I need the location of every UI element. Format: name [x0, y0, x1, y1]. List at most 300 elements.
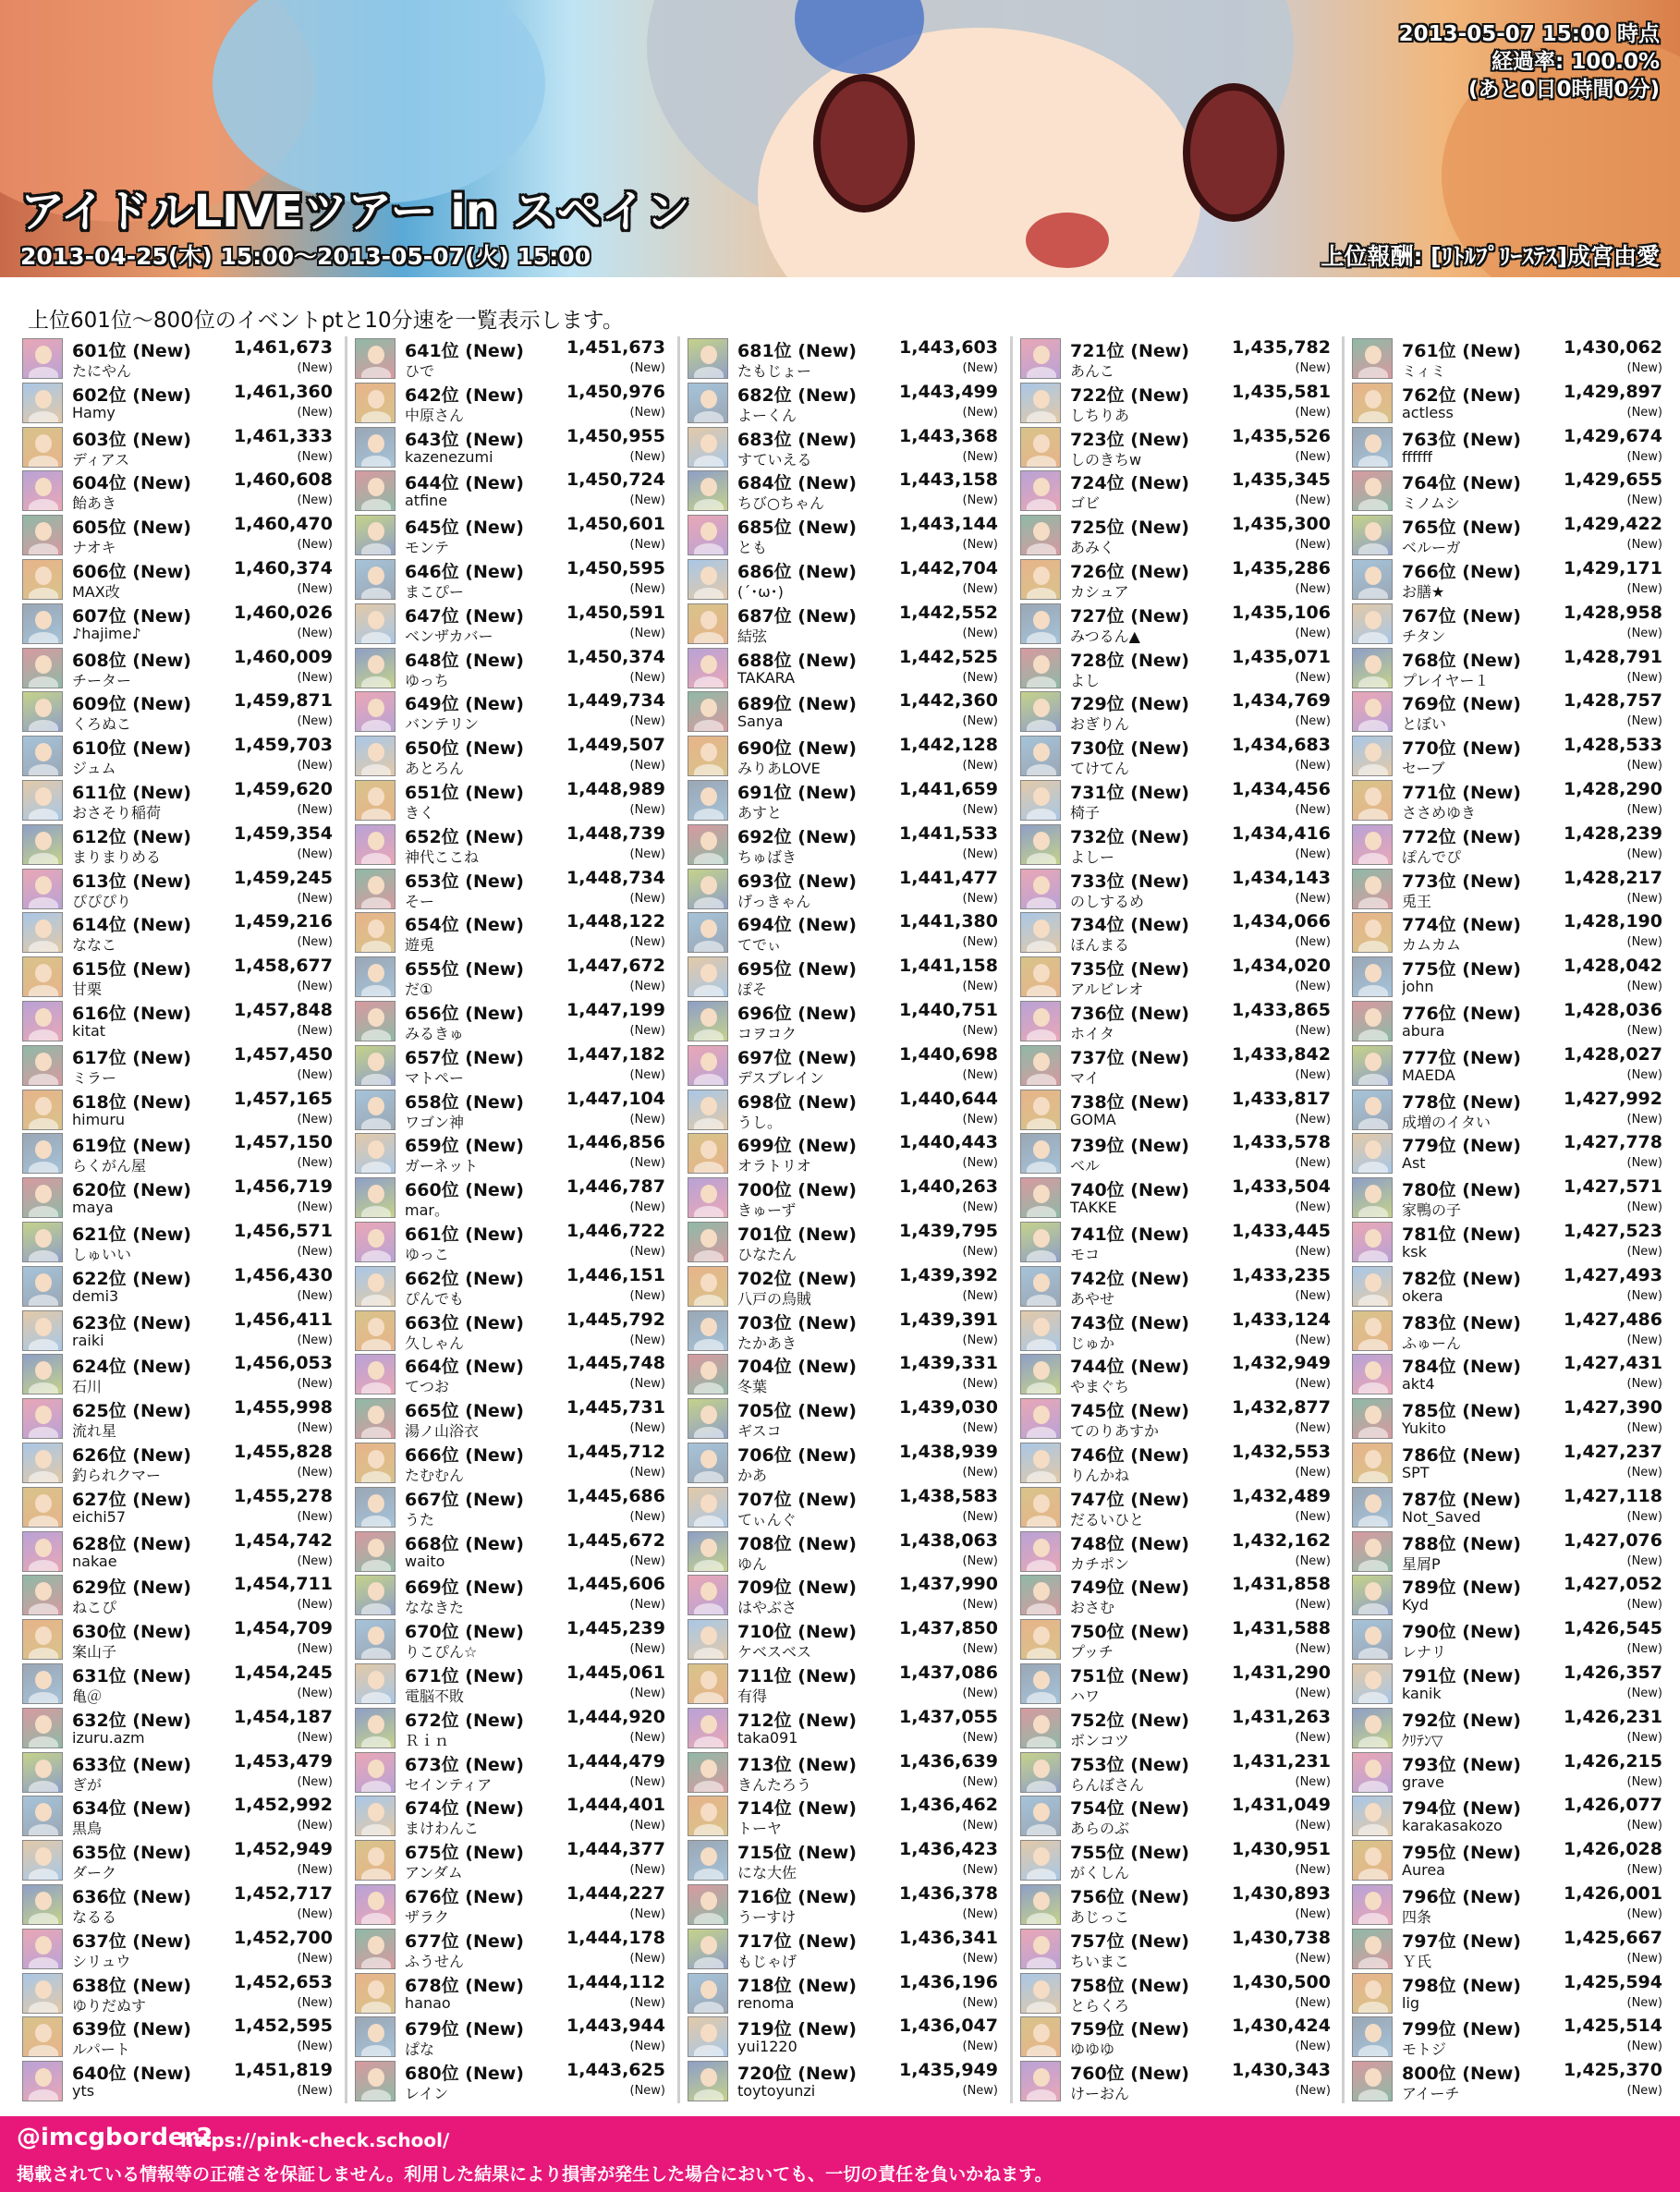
ranking-entry[interactable]	[355, 602, 667, 646]
avatar	[688, 824, 728, 865]
player-name: ななきた	[405, 1599, 465, 1617]
ranking-entry[interactable]	[355, 1529, 667, 1574]
ranking-entry[interactable]	[1352, 955, 1664, 999]
ranking-entry[interactable]	[355, 955, 667, 999]
ranking-entry[interactable]	[22, 1485, 335, 1529]
ranking-entry[interactable]	[1020, 1088, 1333, 1132]
avatar	[355, 1929, 396, 1969]
avatar	[22, 648, 63, 688]
ranking-entry[interactable]	[355, 1131, 667, 1175]
ranking-entry[interactable]	[22, 1441, 335, 1485]
player-name: あじっこ	[1070, 1908, 1130, 1926]
ranking-entry[interactable]	[1020, 1662, 1333, 1706]
ranking-entry[interactable]	[1352, 1750, 1664, 1795]
ranking-entry[interactable]	[355, 910, 667, 955]
ranking-entry[interactable]	[1352, 2059, 1664, 2103]
ranking-entry[interactable]	[1352, 1175, 1664, 1220]
ranking-entry[interactable]	[355, 1971, 667, 2015]
ranking-entry[interactable]	[1352, 1838, 1664, 1882]
ranking-entry[interactable]	[688, 2059, 1000, 2103]
ranking-entry[interactable]	[688, 1264, 1000, 1309]
ranking-entry[interactable]	[688, 469, 1000, 513]
ranking-entry[interactable]	[1020, 1352, 1333, 1396]
event-title: アイドルLIVEツアー in スペイン	[20, 186, 690, 237]
event-points: 1,440,263	[899, 1176, 998, 1198]
ranking-entry[interactable]	[22, 1662, 335, 1706]
player-name: akt4	[1402, 1375, 1435, 1394]
ranking-entry[interactable]	[22, 1617, 335, 1662]
ranking-entry[interactable]	[22, 734, 335, 778]
avatar	[1352, 1973, 1393, 2014]
ranking-entry[interactable]	[22, 1838, 335, 1882]
ranking-column	[22, 336, 335, 2103]
ranking-entry[interactable]	[1020, 867, 1333, 911]
ranking-entry[interactable]	[1352, 778, 1664, 822]
ranking-entry[interactable]	[22, 1088, 335, 1132]
ranking-entry[interactable]	[1020, 425, 1333, 469]
rank-label: 660位 (New)	[405, 1180, 524, 1201]
speed-10min: (New)	[1295, 2084, 1331, 2099]
ranking-entry[interactable]	[355, 1441, 667, 1485]
ranking-entry[interactable]	[688, 955, 1000, 999]
ranking-entry[interactable]	[355, 1573, 667, 1617]
ranking-entry[interactable]	[355, 425, 667, 469]
avatar	[688, 1752, 728, 1793]
ranking-entry[interactable]	[1020, 1396, 1333, 1441]
avatar	[1352, 1090, 1393, 1130]
ranking-entry[interactable]	[1352, 910, 1664, 955]
ranking-entry[interactable]	[1020, 1309, 1333, 1353]
ranking-entry[interactable]	[22, 955, 335, 999]
ranking-entry[interactable]	[688, 1838, 1000, 1882]
ranking-entry[interactable]	[1020, 1927, 1333, 1971]
ranking-entry[interactable]	[1020, 1971, 1333, 2015]
ranking-entry[interactable]	[22, 689, 335, 734]
ranking-entry[interactable]	[1020, 1706, 1333, 1750]
ranking-entry[interactable]	[355, 1264, 667, 1309]
ranking-entry[interactable]	[1020, 955, 1333, 999]
ranking-entry[interactable]	[688, 1750, 1000, 1795]
ranking-entry[interactable]	[355, 867, 667, 911]
ranking-entry[interactable]	[1020, 1617, 1333, 1662]
ranking-entry[interactable]	[22, 602, 335, 646]
ranking-entry[interactable]	[1020, 1529, 1333, 1574]
rank-label: 766位 (New)	[1402, 562, 1521, 582]
ranking-entry[interactable]	[688, 1882, 1000, 1927]
ranking-entry[interactable]	[1352, 425, 1664, 469]
ranking-entry[interactable]	[22, 1396, 335, 1441]
ranking-entry[interactable]	[1020, 1882, 1333, 1927]
ranking-entry[interactable]	[688, 381, 1000, 425]
ranking-entry[interactable]	[1352, 1352, 1664, 1396]
ranking-entry[interactable]	[1352, 689, 1664, 734]
ranking-entry[interactable]	[1352, 1617, 1664, 1662]
ranking-entry[interactable]	[22, 1882, 335, 1927]
ranking-entry[interactable]	[355, 1662, 667, 1706]
ranking-entry[interactable]	[22, 1529, 335, 1574]
ranking-entry[interactable]	[355, 381, 667, 425]
ranking-entry[interactable]	[22, 999, 335, 1043]
speed-10min: (New)	[629, 980, 665, 994]
ranking-entry[interactable]	[1352, 602, 1664, 646]
ranking-entry[interactable]	[688, 1706, 1000, 1750]
player-name: 冬葉	[737, 1378, 768, 1396]
ranking-entry[interactable]	[1352, 469, 1664, 513]
ranking-entry[interactable]	[1352, 2015, 1664, 2059]
ranking-entry[interactable]	[22, 1175, 335, 1220]
ranking-entry[interactable]	[688, 557, 1000, 602]
avatar	[22, 1133, 63, 1174]
ranking-entry[interactable]	[688, 1088, 1000, 1132]
avatar	[1020, 912, 1061, 953]
ranking-entry[interactable]	[22, 910, 335, 955]
ranking-entry[interactable]	[1352, 336, 1664, 381]
event-points: 1,449,734	[566, 690, 665, 712]
speed-10min: (New)	[629, 714, 665, 729]
ranking-entry[interactable]	[1020, 1264, 1333, 1309]
avatar	[1020, 1045, 1061, 1086]
event-points: 1,428,190	[1564, 911, 1662, 932]
speed-10min: (New)	[962, 1509, 998, 1524]
ranking-entry[interactable]	[1352, 1794, 1664, 1838]
avatar	[355, 1398, 396, 1439]
ranking-entry[interactable]	[688, 1441, 1000, 1485]
ranking-entry[interactable]	[1020, 1838, 1333, 1882]
event-points: 1,456,430	[234, 1264, 333, 1285]
avatar	[22, 1354, 63, 1394]
rank-label: 699位 (New)	[737, 1136, 857, 1157]
ranking-entry[interactable]	[22, 1131, 335, 1175]
ranking-entry[interactable]	[1020, 513, 1333, 557]
ranking-entry[interactable]	[1352, 1882, 1664, 1927]
ranking-entry[interactable]	[355, 1043, 667, 1088]
ranking-entry[interactable]	[355, 1927, 667, 1971]
speed-10min: (New)	[1295, 891, 1331, 906]
ranking-entry[interactable]	[355, 778, 667, 822]
ranking-entry[interactable]	[355, 1309, 667, 1353]
ranking-entry[interactable]	[1352, 513, 1664, 557]
ranking-entry[interactable]	[1020, 602, 1333, 646]
ranking-entry[interactable]	[1020, 910, 1333, 955]
speed-10min: (New)	[297, 1156, 333, 1171]
ranking-entry[interactable]	[355, 1088, 667, 1132]
ranking-entry[interactable]	[1020, 999, 1333, 1043]
ranking-entry[interactable]	[688, 1617, 1000, 1662]
event-points: 1,429,897	[1564, 381, 1662, 402]
ranking-entry[interactable]	[688, 336, 1000, 381]
ranking-entry[interactable]	[688, 1309, 1000, 1353]
ranking-entry[interactable]	[1352, 822, 1664, 867]
ranking-entry[interactable]	[688, 1794, 1000, 1838]
ranking-entry[interactable]	[355, 2059, 667, 2103]
event-points: 1,441,477	[899, 867, 998, 888]
ranking-entry[interactable]	[1020, 1794, 1333, 1838]
ranking-entry[interactable]	[1352, 1131, 1664, 1175]
event-points: 1,454,187	[234, 1706, 333, 1727]
ranking-entry[interactable]	[22, 778, 335, 822]
ranking-entry[interactable]	[355, 1617, 667, 1662]
timestamp: 2013-05-07 15:00 時点	[1398, 22, 1660, 46]
speed-10min: (New)	[962, 1642, 998, 1657]
ranking-entry[interactable]	[1352, 557, 1664, 602]
ranking-entry[interactable]	[355, 1794, 667, 1838]
ranking-entry[interactable]	[688, 2015, 1000, 2059]
ranking-entry[interactable]	[1020, 1485, 1333, 1529]
avatar	[1352, 956, 1393, 997]
avatar	[1020, 1266, 1061, 1307]
ranking-entry[interactable]	[1020, 1441, 1333, 1485]
player-name: ぴんでも	[405, 1289, 465, 1308]
ranking-entry[interactable]	[688, 1662, 1000, 1706]
event-points: 1,435,581	[1232, 381, 1331, 402]
speed-10min: (New)	[629, 1687, 665, 1700]
speed-10min: (New)	[1295, 1377, 1331, 1392]
ranking-entry[interactable]	[22, 557, 335, 602]
ranking-entry[interactable]	[22, 1220, 335, 1264]
ranking-entry[interactable]	[355, 1838, 667, 1882]
ranking-entry[interactable]	[355, 1882, 667, 1927]
ranking-entry[interactable]	[22, 822, 335, 867]
ranking-entry[interactable]	[1352, 1529, 1664, 1574]
speed-10min: (New)	[297, 935, 333, 950]
ranking-entry[interactable]	[22, 1352, 335, 1396]
ranking-entry[interactable]	[688, 734, 1000, 778]
ranking-entry[interactable]	[1020, 778, 1333, 822]
ranking-entry[interactable]	[22, 381, 335, 425]
player-name: john	[1402, 978, 1434, 996]
ranking-entry[interactable]	[355, 1396, 667, 1441]
ranking-entry[interactable]	[22, 336, 335, 381]
event-points: 1,456,571	[234, 1221, 333, 1241]
ranking-entry[interactable]	[22, 1750, 335, 1795]
ranking-entry[interactable]	[22, 1309, 335, 1353]
ranking-entry[interactable]	[688, 1396, 1000, 1441]
speed-10min: (New)	[297, 449, 333, 464]
ranking-entry[interactable]	[688, 778, 1000, 822]
speed-10min: (New)	[629, 1377, 665, 1392]
ranking-entry[interactable]	[1020, 1043, 1333, 1088]
rank-label: 737位 (New)	[1070, 1047, 1189, 1068]
ranking-entry[interactable]	[688, 425, 1000, 469]
event-points: 1,428,791	[1564, 646, 1662, 667]
ranking-entry[interactable]	[688, 689, 1000, 734]
event-points: 1,432,949	[1232, 1353, 1331, 1374]
ranking-entry[interactable]	[22, 646, 335, 690]
ranking-entry[interactable]	[355, 646, 667, 690]
ranking-entry[interactable]	[1020, 381, 1333, 425]
speed-10min: (New)	[962, 1951, 998, 1966]
ranking-entry[interactable]	[688, 1043, 1000, 1088]
player-name: マトペー	[405, 1068, 465, 1087]
avatar	[1020, 869, 1061, 909]
ranking-entry[interactable]	[22, 2059, 335, 2103]
ranking-entry[interactable]	[1352, 1043, 1664, 1088]
ranking-entry[interactable]	[355, 469, 667, 513]
ranking-entry[interactable]	[1352, 1971, 1664, 2015]
avatar	[1352, 1045, 1393, 1086]
ranking-entry[interactable]	[1352, 999, 1664, 1043]
ranking-entry[interactable]	[1020, 689, 1333, 734]
rank-label: 760位 (New)	[1070, 2064, 1189, 2085]
speed-10min: (New)	[629, 1509, 665, 1524]
rank-label: 687位 (New)	[737, 605, 857, 627]
ranking-entry[interactable]	[355, 1352, 667, 1396]
ranking-entry[interactable]	[1352, 1088, 1664, 1132]
ranking-entry[interactable]	[22, 1971, 335, 2015]
ranking-entry[interactable]	[1020, 336, 1333, 381]
player-name: himuru	[72, 1110, 126, 1128]
rank-label: 661位 (New)	[405, 1224, 524, 1245]
ranking-entry[interactable]	[355, 557, 667, 602]
ranking-entry[interactable]	[1020, 1131, 1333, 1175]
speed-10min: (New)	[962, 1466, 998, 1480]
ranking-entry[interactable]	[22, 1264, 335, 1309]
twitter-handle[interactable]: @imcgborder2	[17, 2124, 213, 2151]
speed-10min: (New)	[1295, 980, 1331, 994]
ranking-entry[interactable]	[688, 910, 1000, 955]
player-name: セーブ	[1402, 760, 1445, 778]
ranking-entry[interactable]	[688, 1971, 1000, 2015]
ranking-entry[interactable]	[1352, 1441, 1664, 1485]
ranking-entry[interactable]	[1020, 1175, 1333, 1220]
event-points: 1,435,782	[1232, 337, 1331, 358]
ranking-entry[interactable]	[22, 469, 335, 513]
rank-label: 742位 (New)	[1070, 1268, 1189, 1289]
event-points: 1,426,357	[1564, 1662, 1662, 1683]
ranking-entry[interactable]	[1352, 1662, 1664, 1706]
event-points: 1,445,792	[566, 1309, 665, 1330]
event-points: 1,443,158	[899, 469, 998, 491]
ranking-entry[interactable]	[1352, 381, 1664, 425]
ranking-entry[interactable]	[688, 513, 1000, 557]
ranking-entry[interactable]	[1352, 734, 1664, 778]
rank-label: 642位 (New)	[405, 384, 524, 406]
ranking-entry[interactable]	[1020, 1750, 1333, 1795]
player-name: ゆっこ	[405, 1246, 449, 1263]
speed-10min: (New)	[629, 1200, 665, 1215]
ranking-entry[interactable]	[355, 999, 667, 1043]
ranking-entry[interactable]	[22, 425, 335, 469]
speed-10min: (New)	[1626, 2040, 1662, 2054]
rank-label: 607位 (New)	[72, 605, 191, 627]
avatar	[1020, 1487, 1061, 1528]
ranking-entry[interactable]	[688, 646, 1000, 690]
rank-label: 776位 (New)	[1402, 1004, 1521, 1024]
ranking-entry[interactable]	[22, 1927, 335, 1971]
ranking-entry[interactable]	[355, 1175, 667, 1220]
ranking-entry[interactable]	[688, 867, 1000, 911]
avatar	[355, 956, 396, 997]
ranking-entry[interactable]	[1352, 1706, 1664, 1750]
rank-label: 625位 (New)	[72, 1401, 191, 1422]
ranking-entry[interactable]	[688, 1485, 1000, 1529]
player-name: あやせ	[1070, 1289, 1115, 1308]
rank-label: 636位 (New)	[72, 1887, 191, 1907]
player-name: taka091	[737, 1728, 798, 1747]
ranking-entry[interactable]	[688, 1573, 1000, 1617]
ranking-entry[interactable]	[22, 2015, 335, 2059]
ranking-entry[interactable]	[1352, 1264, 1664, 1309]
avatar	[1352, 338, 1393, 379]
ranking-entry[interactable]	[688, 1175, 1000, 1220]
event-points: 1,435,106	[1232, 602, 1331, 623]
ranking-entry[interactable]	[1352, 646, 1664, 690]
ranking-entry[interactable]	[1020, 1220, 1333, 1264]
ranking-entry[interactable]	[1352, 1220, 1664, 1264]
ranking-entry[interactable]	[688, 1220, 1000, 1264]
rank-label: 771位 (New)	[1402, 783, 1521, 803]
ranking-entry[interactable]	[355, 1750, 667, 1795]
rank-label: 725位 (New)	[1070, 518, 1189, 539]
ranking-entry[interactable]	[355, 2015, 667, 2059]
ranking-entry[interactable]	[1352, 1485, 1664, 1529]
player-name: ベルーガ	[1402, 539, 1461, 557]
ranking-entry[interactable]	[1020, 2059, 1333, 2103]
ranking-entry[interactable]	[688, 1927, 1000, 1971]
ranking-entry[interactable]	[1020, 1573, 1333, 1617]
event-points: 1,433,445	[1232, 1221, 1331, 1241]
ranking-entry[interactable]	[355, 734, 667, 778]
ranking-entry[interactable]	[355, 689, 667, 734]
speed-10min: (New)	[629, 891, 665, 906]
speed-10min: (New)	[1295, 626, 1331, 640]
ranking-entry[interactable]	[22, 1706, 335, 1750]
speed-10min: (New)	[297, 582, 333, 596]
ranking-entry[interactable]	[355, 1485, 667, 1529]
ranking-entry[interactable]	[355, 1220, 667, 1264]
site-link[interactable]: https://pink-check.school/	[180, 2129, 450, 2151]
ranking-entry[interactable]	[1020, 646, 1333, 690]
ranking-entry[interactable]	[1020, 2015, 1333, 2059]
ranking-entry[interactable]	[1020, 557, 1333, 602]
ranking-entry[interactable]	[688, 822, 1000, 867]
ranking-entry[interactable]	[688, 1529, 1000, 1574]
ranking-entry[interactable]	[1020, 822, 1333, 867]
avatar	[22, 912, 63, 953]
ranking-entry[interactable]	[1352, 1396, 1664, 1441]
event-points: 1,427,523	[1564, 1221, 1662, 1241]
avatar	[355, 603, 396, 644]
ranking-entry[interactable]	[688, 1131, 1000, 1175]
ranking-entry[interactable]	[355, 1706, 667, 1750]
ranking-entry[interactable]	[355, 513, 667, 557]
ranking-entry[interactable]	[22, 1573, 335, 1617]
speed-10min: (New)	[629, 1598, 665, 1613]
player-name: yui1220	[737, 2038, 797, 2056]
ranking-entry[interactable]	[688, 602, 1000, 646]
event-points: 1,428,217	[1564, 867, 1662, 888]
ranking-entry[interactable]	[22, 1043, 335, 1088]
ranking-entry[interactable]	[1352, 1309, 1664, 1353]
ranking-entry[interactable]	[1352, 1927, 1664, 1971]
ranking-entry[interactable]	[1352, 867, 1664, 911]
speed-10min: (New)	[1626, 891, 1662, 906]
ranking-entry[interactable]	[22, 1794, 335, 1838]
ranking-entry[interactable]	[1352, 1573, 1664, 1617]
ranking-entry[interactable]	[355, 336, 667, 381]
ranking-entry[interactable]	[1020, 734, 1333, 778]
avatar	[355, 780, 396, 821]
rank-label: 767位 (New)	[1402, 605, 1521, 627]
rank-label: 627位 (New)	[72, 1489, 191, 1510]
ranking-entry[interactable]	[688, 999, 1000, 1043]
ranking-entry[interactable]	[22, 513, 335, 557]
ranking-entry[interactable]	[1020, 469, 1333, 513]
avatar	[22, 1310, 63, 1351]
ranking-entry[interactable]	[355, 822, 667, 867]
ranking-entry[interactable]	[22, 867, 335, 911]
ranking-entry[interactable]	[688, 1352, 1000, 1396]
